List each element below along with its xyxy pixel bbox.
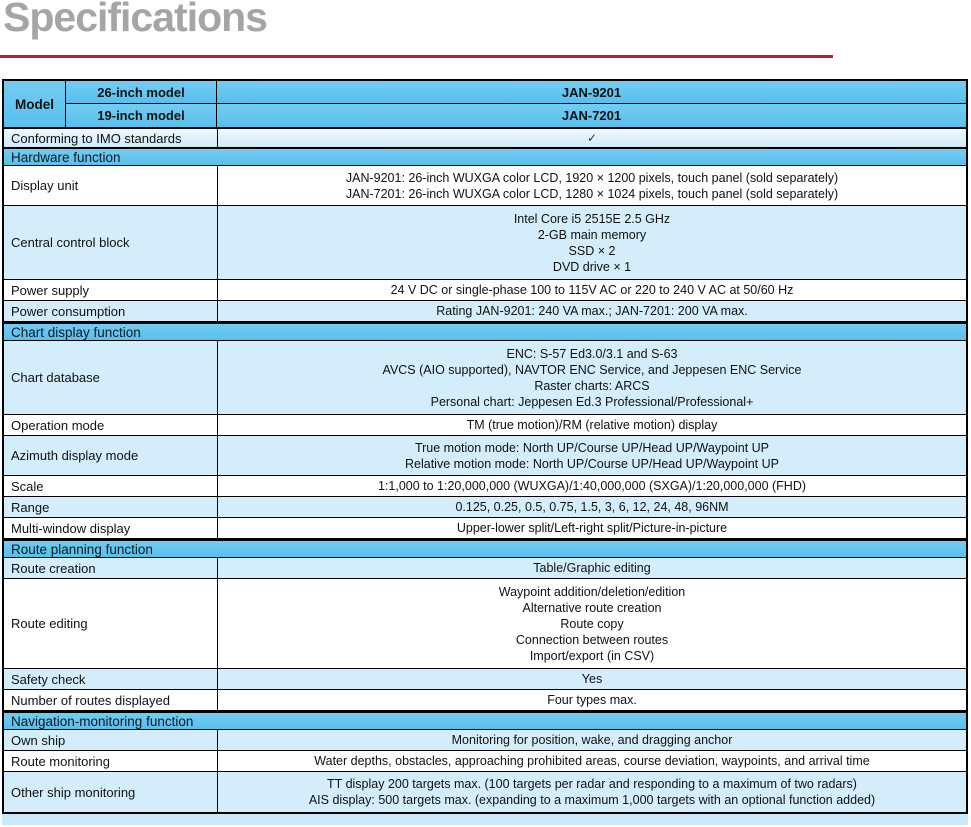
row-label: Operation mode	[4, 415, 218, 435]
model-19inch-value: JAN-7201	[217, 104, 966, 127]
spec-row-2-3	[4, 690, 966, 711]
section-header-0: Hardware function	[4, 147, 966, 166]
spec-row-1-0	[4, 341, 966, 415]
spec-sections	[4, 147, 966, 812]
row-label: Safety check	[4, 669, 218, 689]
model-header-block	[4, 81, 966, 129]
row-value	[218, 280, 966, 300]
row-value-line: Connection between routes	[515, 632, 669, 647]
row-value	[218, 301, 966, 321]
row-label: Scale	[4, 476, 218, 496]
section-header-3: Navigation-monitoring function	[4, 711, 966, 730]
spec-row-1-1	[4, 415, 966, 436]
spec-row-3-0	[4, 730, 966, 751]
model-header-cell: Model	[4, 81, 66, 127]
spec-row-3-1	[4, 751, 966, 772]
row-value-line: Route copy	[560, 616, 624, 631]
row-label: Own ship	[4, 730, 218, 750]
spec-row-1-4	[4, 497, 966, 518]
row-value-line: DVD drive × 1	[552, 259, 632, 274]
row-value-line: Alternative route creation	[522, 600, 662, 615]
row-value-line: True motion mode: North UP/Course UP/Head UP/Waypoint UP	[414, 440, 770, 455]
row-value	[218, 436, 966, 475]
row-value	[218, 772, 966, 812]
row-value	[218, 518, 966, 538]
row-value-line: ENC: S-57 Ed3.0/3.1 and S-63	[506, 346, 678, 361]
specifications-table	[2, 79, 968, 814]
cut-off-next-section	[2, 814, 968, 825]
spec-row-1-2	[4, 436, 966, 476]
row-label: Display unit	[4, 166, 218, 205]
row-value	[218, 166, 966, 205]
row-value	[218, 341, 966, 414]
model-19inch-label: 19-inch model	[66, 104, 217, 127]
row-value	[218, 558, 966, 578]
row-value-line: Raster charts: ARCS	[534, 378, 650, 393]
row-value	[218, 751, 966, 771]
row-value-line: JAN-7201: 26-inch WUXGA color LCD, 1280 × 1024 pixels, touch panel (sold separately)	[345, 186, 839, 201]
model-26inch-label: 26-inch model	[66, 81, 217, 103]
model-row-19inch	[66, 104, 966, 127]
row-value	[218, 476, 966, 496]
row-value-line: TT display 200 targets max. (100 targets per radar and responding to a maximum of two radars)	[327, 777, 857, 791]
row-label: Route editing	[4, 579, 218, 668]
row-value	[218, 415, 966, 435]
spec-row-2-2	[4, 669, 966, 690]
row-label: Central control block	[4, 206, 218, 279]
spec-row-1-5	[4, 518, 966, 539]
spec-row-0-3	[4, 301, 966, 322]
row-value-line: Four types max.	[547, 693, 637, 707]
row-value-line: Intel Core i5 2515E 2.5 GHz	[513, 211, 671, 226]
row-value-line: Table/Graphic editing	[533, 561, 651, 575]
specifications-table-wrap	[2, 79, 968, 825]
row-label: Number of routes displayed	[4, 690, 218, 710]
row-value	[218, 206, 966, 279]
row-value-line: 1:1,000 to 1:20,000,000 (WUXGA)/1:40,000,000 (SXGA)/1:20,000,000 (FHD)	[377, 479, 807, 493]
row-label: Route monitoring	[4, 751, 218, 771]
row-value-line: Relative motion mode: North UP/Course UP/Head UP/Waypoint UP	[405, 456, 779, 471]
spec-row-0-1	[4, 206, 966, 280]
title-accent-rule	[0, 55, 833, 58]
spec-row-0-0	[4, 166, 966, 206]
row-label: Other ship monitoring	[4, 772, 218, 812]
row-value-line: 24 V DC or single-phase 100 to 115V AC or 220 to 240 V AC at 50/60 Hz	[390, 283, 794, 297]
row-value	[218, 690, 966, 710]
section-header-1: Chart display function	[4, 322, 966, 341]
row-value-line: AVCS (AIO supported), NAVTOR ENC Service, and Jeppesen ENC Service	[382, 362, 802, 377]
row-value-line: AIS display: 500 targets max. (expanding to a maximum 1,000 targets with an optional function added)	[308, 793, 876, 807]
row-label: Range	[4, 497, 218, 517]
row-label: Power supply	[4, 280, 218, 300]
row-value	[218, 579, 966, 668]
imo-standards-label: Conforming to IMO standards	[4, 129, 218, 147]
row-value-line: 2-GB main memory	[537, 227, 647, 242]
row-value	[218, 497, 966, 517]
page-title: Specifications	[3, 0, 267, 40]
spec-row-1-3	[4, 476, 966, 497]
model-subrows	[66, 81, 966, 127]
spec-row-2-0	[4, 558, 966, 579]
row-value	[218, 669, 966, 689]
row-label: Power consumption	[4, 301, 218, 321]
row-value-line: 0.125, 0.25, 0.5, 0.75, 1.5, 3, 6, 12, 24, 48, 96NM	[455, 500, 729, 514]
row-value-line: Rating JAN-9201: 240 VA max.; JAN-7201: 200 VA max.	[436, 304, 748, 318]
row-value-line: Import/export (in CSV)	[529, 648, 655, 663]
spec-row-0-2	[4, 280, 966, 301]
section-header-2: Route planning function	[4, 539, 966, 558]
row-value-line: SSD × 2	[568, 243, 616, 258]
row-value-line: TM (true motion)/RM (relative motion) display	[466, 418, 718, 432]
spec-row-3-2	[4, 772, 966, 812]
model-26inch-value: JAN-9201	[217, 81, 966, 103]
model-row-26inch	[66, 81, 966, 104]
row-value-line: Monitoring for position, wake, and dragging anchor	[451, 733, 733, 747]
row-value-line: Waypoint addition/deletion/edition	[498, 584, 686, 599]
spec-row-2-1	[4, 579, 966, 669]
row-label: Chart database	[4, 341, 218, 414]
imo-standards-checkmark: ✓	[586, 131, 598, 145]
row-value-line: Yes	[581, 672, 603, 686]
row-label: Route creation	[4, 558, 218, 578]
row-label: Multi-window display	[4, 518, 218, 538]
imo-standards-row	[4, 129, 966, 147]
row-value-line: Water depths, obstacles, approaching prohibited areas, course deviation, waypoints, and arrival time	[314, 754, 870, 768]
row-value-line: Upper-lower split/Left-right split/Picture-in-picture	[456, 521, 728, 535]
row-value-line: Personal chart: Jeppesen Ed.3 Professional/Professional+	[430, 394, 754, 409]
row-label: Azimuth display mode	[4, 436, 218, 475]
row-value-line: JAN-9201: 26-inch WUXGA color LCD, 1920 × 1200 pixels, touch panel (sold separately)	[345, 170, 839, 185]
row-value	[218, 730, 966, 750]
